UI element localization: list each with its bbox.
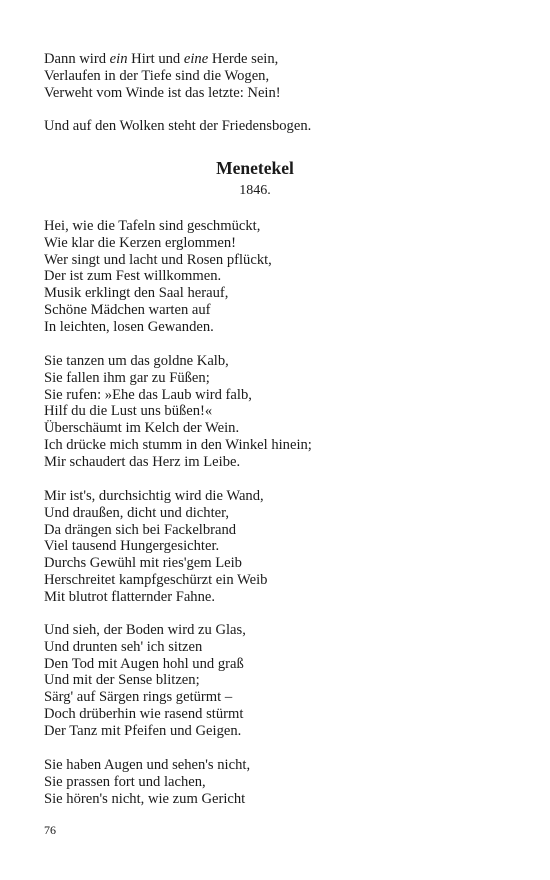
verse-line: Den Tod mit Augen hohl und graß (44, 655, 244, 672)
verse-line: Wer singt und lacht und Rosen pflückt, (44, 251, 272, 268)
verse-line: Sie hören's nicht, wie zum Gericht (44, 790, 246, 807)
verse-text: Herde sein, (208, 51, 279, 67)
verse-line: Herschreitet kampfgeschürzt ein Weib (44, 571, 268, 588)
poem-stanza-4 (44, 622, 514, 740)
verse-line: Hilf du die Lust uns büßen!« (44, 403, 213, 420)
verse-line: Särg' auf Särgen rings getürmt – (44, 689, 233, 706)
verse-line: Und drunten seh' ich sitzen (44, 638, 203, 655)
verse-line: Sie tanzen um das goldne Kalb, (44, 353, 229, 369)
verse-line: Ich drücke mich stumm in den Winkel hinein; (44, 436, 312, 453)
verse-line: Musik erklingt den Saal herauf, (44, 285, 229, 302)
verse-emphasis: ein (109, 51, 128, 67)
verse-line (44, 51, 514, 68)
verse-line: Sie haben Augen und sehen's nicht, (44, 757, 251, 773)
intro-stanza-1 (44, 51, 514, 101)
poem-stanza-2 (44, 353, 514, 471)
poem-year: 1846. (239, 183, 271, 198)
page-number: 76 (44, 823, 56, 837)
verse-emphasis: eine (183, 51, 209, 67)
poem-title: Menetekel (216, 158, 294, 178)
verse-line: Und sieh, der Boden wird zu Glas, (44, 622, 246, 638)
verse-line: Hei, wie die Tafeln sind geschmückt, (44, 218, 261, 234)
verse-text: Dann wird (44, 51, 110, 67)
verse-line: Verweht vom Winde ist das letzte: Nein! (44, 84, 281, 101)
verse-line: Mir schaudert das Herz im Leibe. (44, 453, 241, 470)
verse-line: Wie klar die Kerzen erglommen! (44, 234, 237, 251)
verse-line: Durchs Gewühl mit ries'gem Leib (44, 555, 242, 572)
verse-line: Schöne Mädchen warten auf (44, 301, 211, 318)
verse-line: Doch drüberhin wie rasend stürmt (44, 705, 244, 722)
verse-line: Und mit der Sense blitzen; (44, 672, 200, 689)
verse-line: Verlaufen in der Tiefe sind die Wogen, (44, 67, 270, 84)
verse-line: Mir ist's, durchsichtig wird die Wand, (44, 488, 264, 504)
verse-line: Sie rufen: »Ehe das Laub wird falb, (44, 386, 252, 403)
verse-line: Und auf den Wolken steht der Friedensbogen. (44, 118, 312, 134)
verse-line: Viel tausend Hungergesichter. (44, 538, 220, 555)
verse-line: In leichten, losen Gewanden. (44, 318, 214, 335)
verse-line: Der ist zum Fest willkommen. (44, 268, 222, 285)
verse-line: Sie prassen fort und lachen, (44, 773, 206, 790)
verse-line: Der Tanz mit Pfeifen und Geigen. (44, 722, 242, 739)
poem-stanza-3 (44, 488, 514, 606)
verse-line: Mit blutrot flatternder Fahne. (44, 588, 216, 605)
verse-line: Sie fallen ihm gar zu Füßen; (44, 369, 210, 386)
intro-stanza-2 (44, 118, 514, 135)
verse-line: Und draußen, dicht und dichter, (44, 504, 230, 521)
verse-text: Hirt und (127, 51, 184, 67)
verse-line: Überschäumt im Kelch der Wein. (44, 420, 240, 437)
poem-stanza-1 (44, 218, 514, 336)
poem-stanza-5 (44, 757, 514, 807)
verse-line: Da drängen sich bei Fackelbrand (44, 521, 237, 538)
